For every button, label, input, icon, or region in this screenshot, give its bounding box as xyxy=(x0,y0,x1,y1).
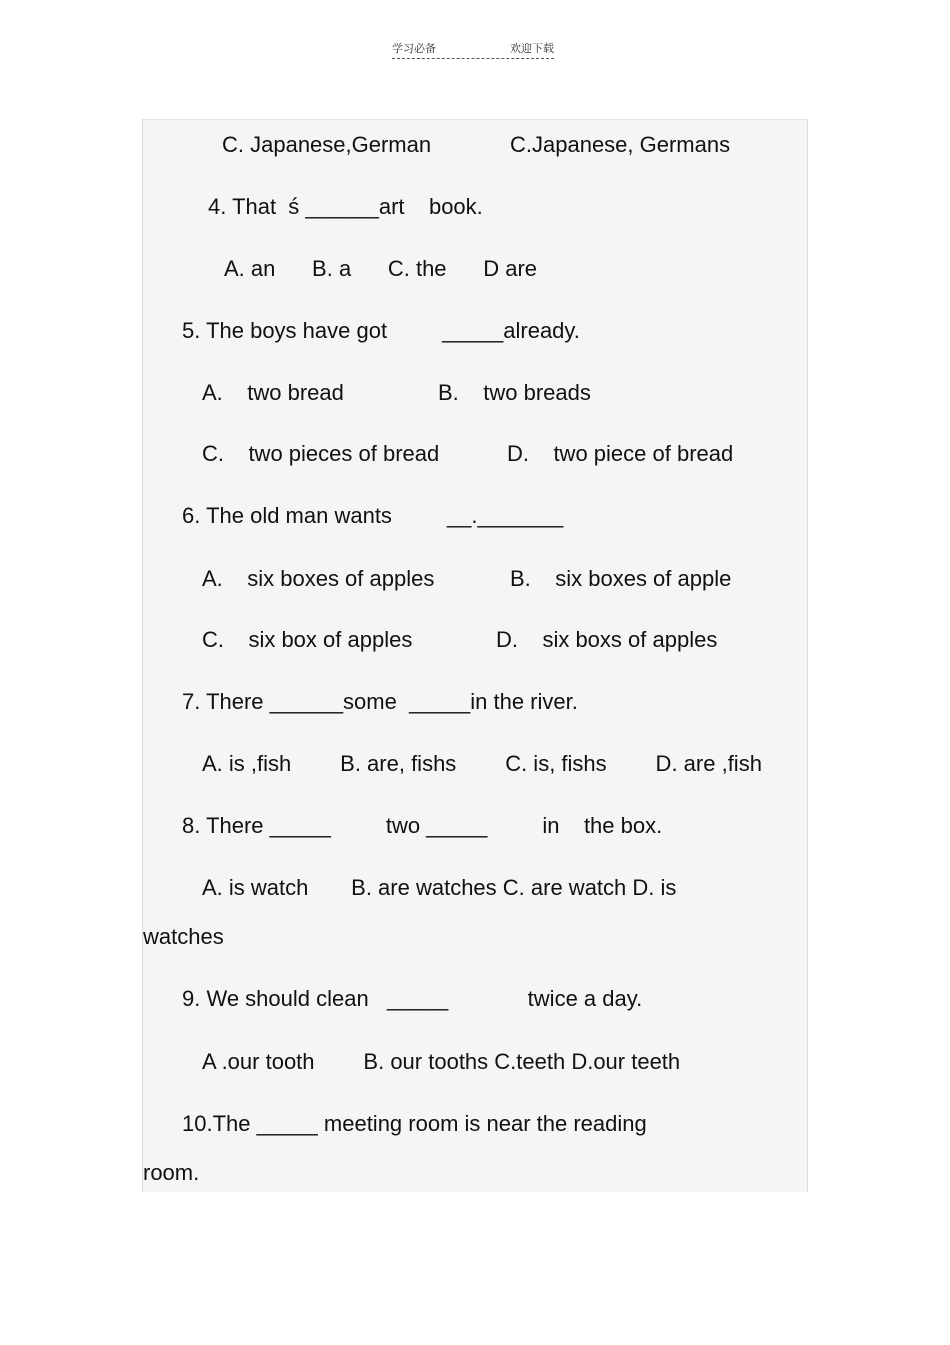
question-9-options: A .our tooth B. our tooths C.teeth D.our teeth xyxy=(202,1049,681,1074)
header-right-text: 欢迎下载 xyxy=(510,42,554,55)
question-5-option-d: D. two piece of bread xyxy=(507,441,734,466)
question-5-option-c: C. two pieces of bread xyxy=(202,441,440,466)
header-left-text: 学习必备 xyxy=(392,42,436,55)
question-7: 7. There ______some _____in the river. xyxy=(182,689,578,714)
q3-option-c-right: C.Japanese, Germans xyxy=(510,132,731,157)
question-5-option-b: B. two breads xyxy=(438,380,591,405)
question-8-options-wrap: watches xyxy=(143,924,224,949)
question-4: 4. That ś ______art book. xyxy=(208,194,483,219)
question-4-options: A. an B. a C. the D are xyxy=(224,256,538,281)
question-5: 5. The boys have got _____already. xyxy=(182,318,580,343)
page-header xyxy=(392,40,554,59)
question-6-option-b: B. six boxes of apple xyxy=(510,566,732,591)
question-10: 10.The _____ meeting room is near the reading xyxy=(182,1111,647,1136)
question-7-options: A. is ,fish B. are, fishs C. is, fishs D. are ,fish xyxy=(202,751,762,776)
question-6-option-d: D. six boxs of apples xyxy=(496,627,718,652)
question-6-option-c: C. six box of apples xyxy=(202,627,413,652)
question-8: 8. There _____ two _____ in the box. xyxy=(182,813,663,838)
q3-option-c-left: C. Japanese,German xyxy=(222,132,432,157)
question-9: 9. We should clean _____ twice a day. xyxy=(182,986,643,1011)
question-6: 6. The old man wants __._______ xyxy=(182,503,564,528)
question-10-wrap: room. xyxy=(143,1160,200,1185)
question-5-option-a: A. two bread xyxy=(202,380,344,405)
question-8-options: A. is watch B. are watches C. are watch D. is xyxy=(202,875,677,900)
question-6-option-a: A. six boxes of apples xyxy=(202,566,435,591)
